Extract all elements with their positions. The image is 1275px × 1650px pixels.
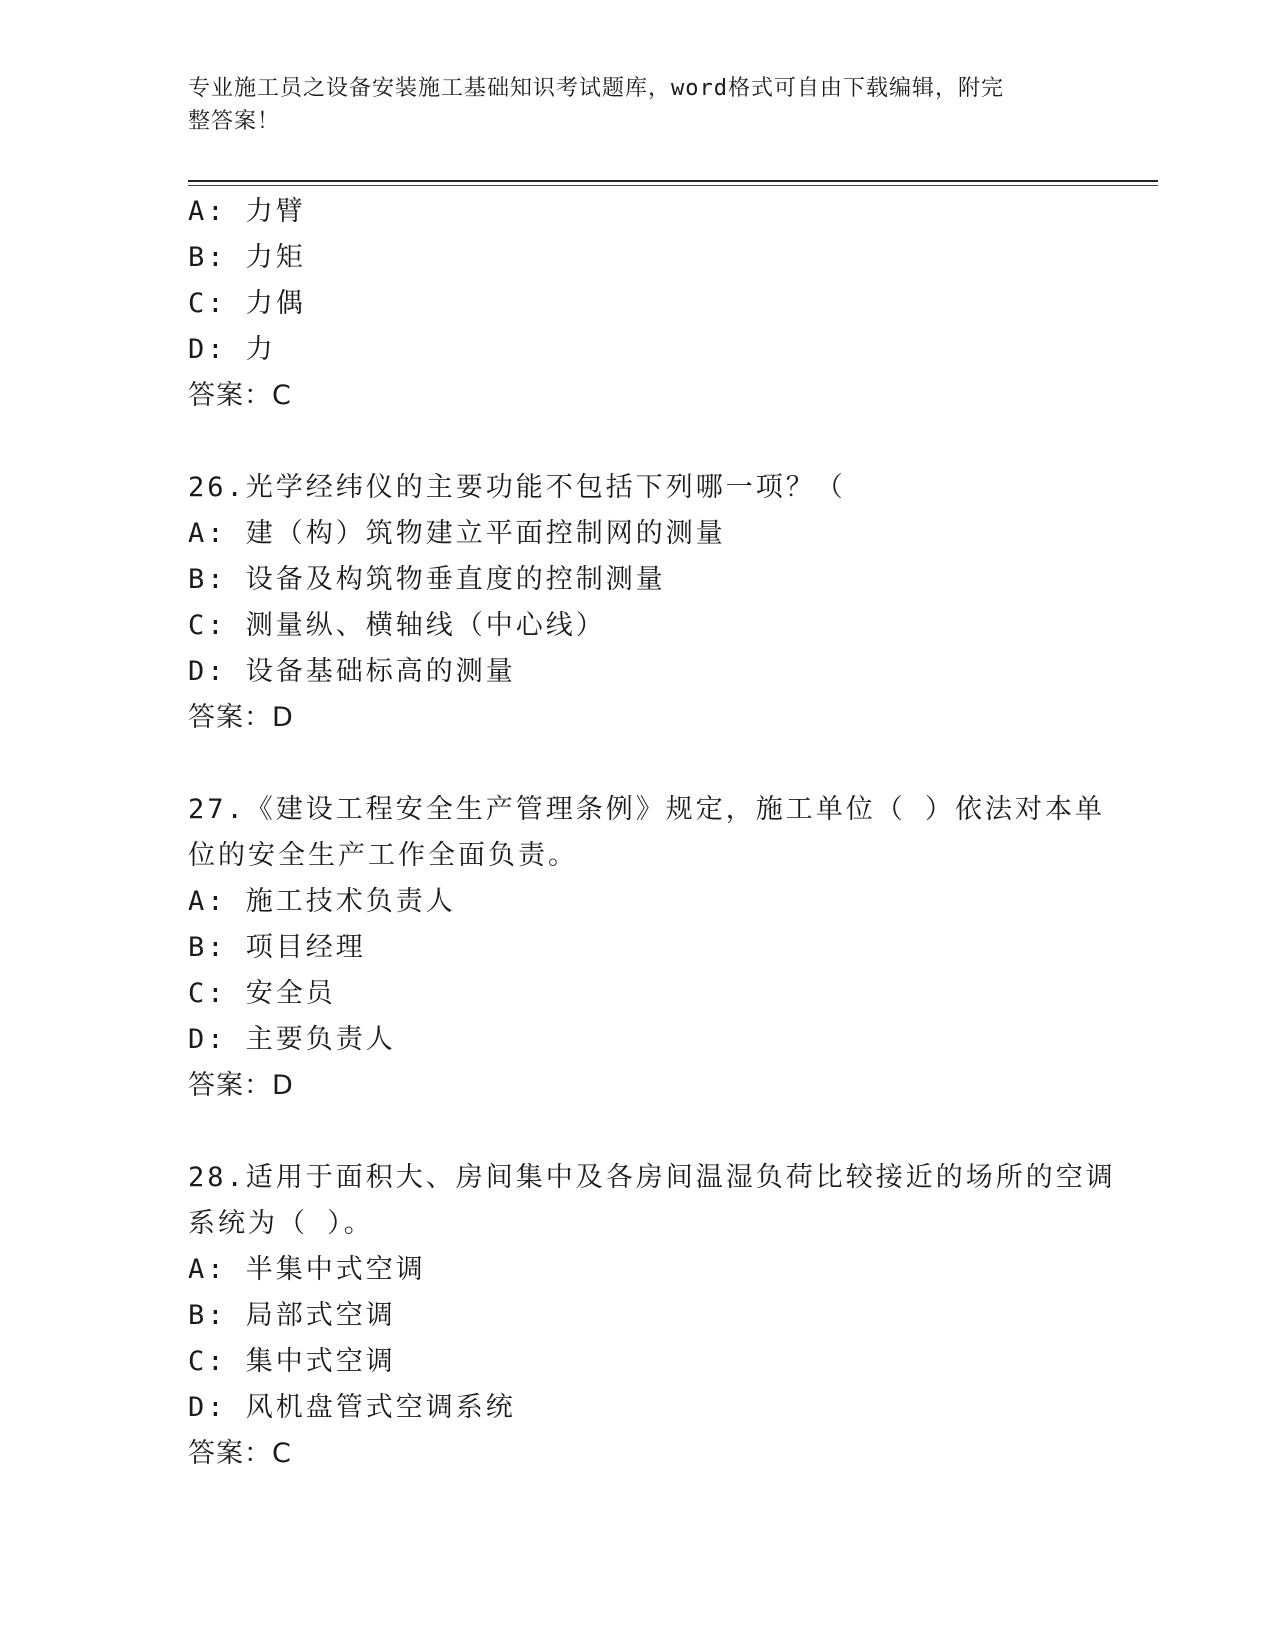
option-a: A: 建（构）筑物建立平面控制网的测量 xyxy=(188,518,726,549)
document-header xyxy=(188,72,1068,138)
option-d: D: 风机盘管式空调系统 xyxy=(188,1392,516,1423)
option-a: A: 力臂 xyxy=(188,196,306,227)
question-text: 27.《建设工程安全生产管理条例》规定，施工单位（ ）依法对本单 xyxy=(188,794,1106,825)
option-b: B: 项目经理 xyxy=(188,932,366,963)
question-text: 26.光学经纬仪的主要功能不包括下列哪一项？（ xyxy=(188,472,846,503)
answer-line: 答案：D xyxy=(188,702,294,733)
option-a: A: 半集中式空调 xyxy=(188,1254,426,1285)
option-b: B: 力矩 xyxy=(188,242,306,273)
block-spacer xyxy=(188,419,1088,465)
block-spacer xyxy=(188,1109,1088,1155)
question-block xyxy=(188,465,1088,741)
question-block xyxy=(188,787,1106,1109)
option-c: C: 力偶 xyxy=(188,288,306,319)
header-line-2: 整答案！ xyxy=(188,109,281,134)
header-divider-thin xyxy=(188,185,1158,186)
answer-line: 答案：C xyxy=(188,1438,292,1469)
answer-line: 答案：D xyxy=(188,1070,294,1101)
question-text-continued: 位的安全生产工作全面负责。 xyxy=(188,840,578,871)
option-c: C: 安全员 xyxy=(188,978,336,1009)
option-c: C: 集中式空调 xyxy=(188,1346,396,1377)
question-list xyxy=(188,189,1116,1477)
question-block xyxy=(188,1155,1116,1477)
option-c: C: 测量纵、横轴线（中心线） xyxy=(188,610,606,641)
question-block xyxy=(188,189,1088,419)
header-line-1: 专业施工员之设备安装施工基础知识考试题库，word格式可自由下载编辑，附完 xyxy=(188,76,1004,101)
question-text-continued: 系统为（ ）。 xyxy=(188,1208,374,1239)
header-divider-thick xyxy=(188,180,1158,182)
question-text: 28.适用于面积大、房间集中及各房间温湿负荷比较接近的场所的空调 xyxy=(188,1162,1116,1193)
option-d: D: 设备基础标高的测量 xyxy=(188,656,516,687)
option-b: B: 设备及构筑物垂直度的控制测量 xyxy=(188,564,666,595)
answer-line: 答案：C xyxy=(188,380,292,411)
block-spacer xyxy=(188,741,1088,787)
option-d: D: 主要负责人 xyxy=(188,1024,396,1055)
option-a: A: 施工技术负责人 xyxy=(188,886,456,917)
option-b: B: 局部式空调 xyxy=(188,1300,396,1331)
option-d: D: 力 xyxy=(188,334,276,365)
